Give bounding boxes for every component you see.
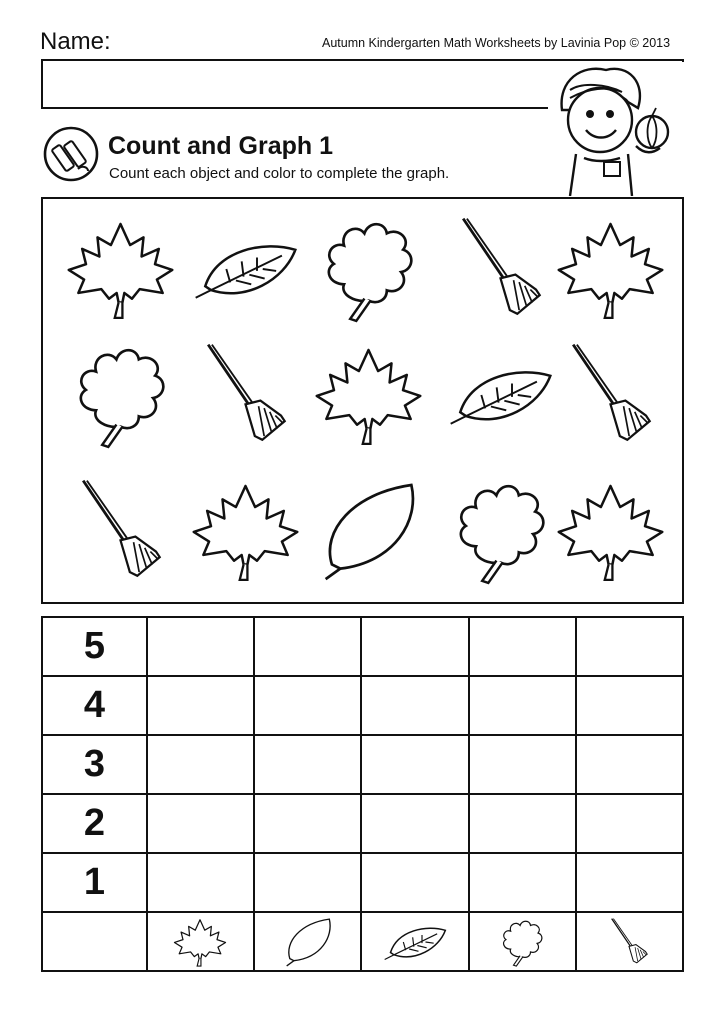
graph-cell[interactable] bbox=[576, 735, 683, 794]
child-with-pumpkin-illustration bbox=[548, 62, 688, 196]
graph-cell[interactable] bbox=[361, 676, 468, 735]
graph-row bbox=[42, 617, 683, 676]
graph-level-label: 5 bbox=[42, 617, 147, 676]
graph-cell[interactable] bbox=[469, 794, 576, 853]
graph-cell[interactable] bbox=[469, 617, 576, 676]
graph-cell[interactable] bbox=[469, 853, 576, 912]
graph-cell[interactable] bbox=[576, 794, 683, 853]
graph-cell[interactable] bbox=[361, 794, 468, 853]
graph-cell[interactable] bbox=[576, 617, 683, 676]
graph-cell[interactable] bbox=[254, 794, 361, 853]
graph-cell[interactable] bbox=[254, 676, 361, 735]
oval-leaf-icon bbox=[451, 372, 551, 423]
graph-category-cell bbox=[469, 912, 576, 971]
graph-cell[interactable] bbox=[576, 853, 683, 912]
graph-cell[interactable] bbox=[361, 735, 468, 794]
graph-row bbox=[42, 676, 683, 735]
graph-cell[interactable] bbox=[361, 617, 468, 676]
graph-level-label: 2 bbox=[42, 794, 147, 853]
page-title: Count and Graph 1 bbox=[108, 132, 333, 160]
graph-cell[interactable] bbox=[254, 617, 361, 676]
graph-level-label: 3 bbox=[42, 735, 147, 794]
graph-cell[interactable] bbox=[147, 676, 254, 735]
graph-category-cell bbox=[254, 912, 361, 971]
graph-row bbox=[42, 735, 683, 794]
graph-cell[interactable] bbox=[254, 853, 361, 912]
graph-row bbox=[42, 794, 683, 853]
rake-icon bbox=[594, 916, 664, 968]
rake-icon bbox=[83, 481, 160, 576]
count-graph bbox=[41, 616, 684, 972]
name-label: Name: bbox=[40, 28, 111, 55]
rake-icon bbox=[463, 219, 540, 314]
graph-cell[interactable] bbox=[147, 794, 254, 853]
graph-cell[interactable] bbox=[147, 617, 254, 676]
graph-cell[interactable] bbox=[147, 853, 254, 912]
crayon-icon bbox=[42, 125, 100, 183]
maple-leaf-icon bbox=[559, 486, 663, 580]
graph-cell[interactable] bbox=[469, 676, 576, 735]
maple-leaf-icon bbox=[559, 224, 663, 318]
graph-cell[interactable] bbox=[361, 853, 468, 912]
graph-cell[interactable] bbox=[576, 676, 683, 735]
oak-leaf-icon bbox=[461, 486, 544, 583]
objects-box bbox=[41, 197, 684, 604]
elm-leaf-icon bbox=[273, 916, 343, 968]
graph-cell[interactable] bbox=[147, 735, 254, 794]
oval-leaf-icon bbox=[196, 246, 296, 297]
oak-leaf-icon bbox=[487, 916, 557, 968]
instruction-text: Count each object and color to complete the graph. bbox=[109, 165, 450, 182]
oak-leaf-icon bbox=[329, 224, 412, 321]
graph-level-label: 1 bbox=[42, 853, 147, 912]
oak-leaf-icon bbox=[81, 350, 164, 447]
graph-category-cell bbox=[361, 912, 468, 971]
graph-category-cell bbox=[147, 912, 254, 971]
rake-icon bbox=[573, 345, 650, 440]
rake-icon bbox=[208, 345, 285, 440]
graph-row bbox=[42, 853, 683, 912]
graph-corner-cell bbox=[42, 912, 147, 971]
maple-leaf-icon bbox=[194, 486, 298, 580]
graph-cell[interactable] bbox=[254, 735, 361, 794]
maple-leaf-icon bbox=[165, 916, 235, 968]
graph-level-label: 4 bbox=[42, 676, 147, 735]
graph-category-cell bbox=[576, 912, 683, 971]
maple-leaf-icon bbox=[317, 350, 421, 444]
elm-leaf-icon bbox=[326, 485, 413, 579]
maple-leaf-icon bbox=[69, 224, 173, 318]
graph-category-row bbox=[42, 912, 683, 971]
worksheet-credit: Autumn Kindergarten Math Worksheets by Lavinia Pop © 2013 bbox=[322, 36, 671, 50]
graph-cell[interactable] bbox=[469, 735, 576, 794]
oval-leaf-icon bbox=[380, 916, 450, 968]
